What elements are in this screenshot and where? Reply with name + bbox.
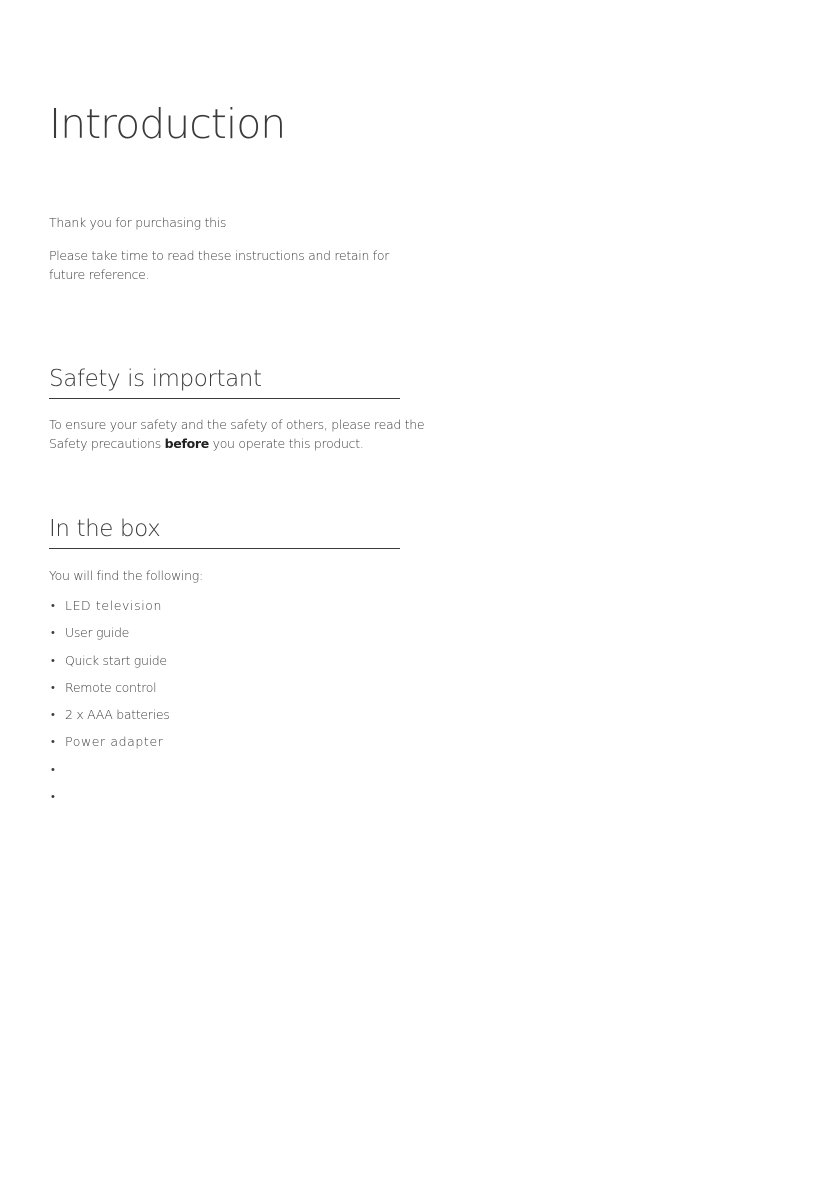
safety-text-bold: before <box>164 436 209 451</box>
list-item <box>49 623 169 650</box>
in-the-box-lead: You will find the following: <box>49 568 203 583</box>
list-item-label: 2 x AAA batteries <box>65 707 170 723</box>
bullet-icon: • <box>51 626 55 640</box>
list-item <box>49 732 169 759</box>
page-title: Introduction <box>49 100 286 148</box>
safety-text-post: you operate this product. <box>208 436 364 451</box>
in-the-box-list <box>49 596 169 814</box>
list-item <box>49 787 169 814</box>
intro-instructions-text: Please take time to read these instructions and retain for <box>49 248 390 263</box>
intro-thanks-text: Thank you for purchasing this <box>49 215 227 230</box>
bullet-icon: • <box>51 680 55 694</box>
safety-heading: Safety is important <box>49 366 400 399</box>
list-item <box>49 596 169 623</box>
list-item <box>49 760 169 787</box>
bullet-icon: • <box>51 708 55 722</box>
list-item-label: Power adapter <box>65 734 164 750</box>
list-item-label: Remote control <box>65 679 157 695</box>
safety-text-pre: Safety precautions <box>49 436 165 451</box>
intro-reference-text: future reference. <box>49 267 150 282</box>
bullet-icon: • <box>51 653 55 667</box>
bullet-icon: • <box>51 790 55 804</box>
bullet-icon: • <box>51 735 55 749</box>
safety-text-line2 <box>49 434 364 454</box>
in-the-box-heading: In the box <box>49 516 400 549</box>
list-item-label: Quick start guide <box>65 652 167 668</box>
list-item-label: LED television <box>65 598 163 613</box>
list-item-label: User guide <box>65 625 129 641</box>
list-item <box>49 651 169 678</box>
bullet-icon: • <box>51 599 55 612</box>
list-item <box>49 678 169 705</box>
safety-text-line1: To ensure your safety and the safety of others, please read the <box>49 417 425 432</box>
list-item <box>49 705 169 732</box>
bullet-icon: • <box>51 762 55 776</box>
